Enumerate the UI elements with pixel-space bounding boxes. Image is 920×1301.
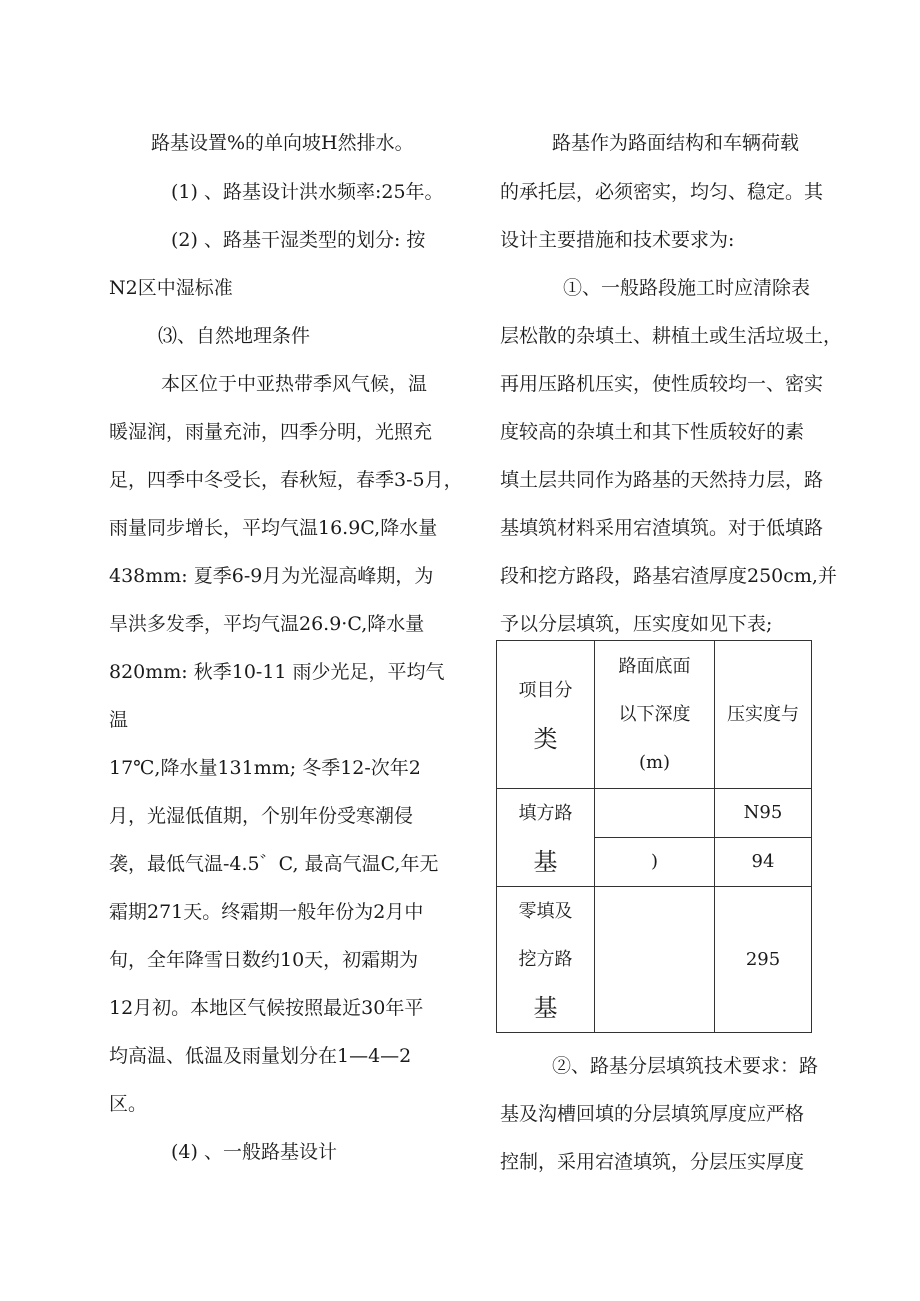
text-line: (4) 、一般路基设计 [171,1141,337,1163]
text-line: 雨量同步增长，平均气温16.9C,降水量 [109,517,438,539]
text-line: 基填筑材料采用宕渣填筑。对于低填路 [500,517,824,539]
text-line: 的承托层，必须密实，均匀、稳定。其 [500,181,824,203]
text-line: N2区中湿标准 [109,277,233,299]
text-line: 控制，采用宕渣填筑，分层压实厚度 [500,1151,805,1173]
fill-value-cell: 94 [715,838,812,887]
text-line: 袭，最低气温-4.5゛C, 最高气温C,年无 [109,853,439,875]
fill-subgrade-label: 填方路 基 [497,789,595,887]
text-line: 区。 [109,1093,148,1115]
table-row [497,789,812,838]
text-line: ⑶、自然地理条件 [158,325,311,347]
text-line: 予以分层填筑，压实度如见下表; [500,613,773,635]
text-line: 均高温、低温及雨量划分在1—4—2 [109,1045,412,1067]
cut-value-cell: 295 [715,887,812,1033]
text-line: 路基作为路面结构和车辆荷载 [552,132,800,154]
text-line: 旱洪多发季，平均气温26.9·C,降水量 [109,613,425,635]
fill-depth-cell: ) [595,838,715,887]
cut-depth-cell [595,887,715,1033]
text-line: 层松散的杂填土、耕植土或生活垃圾土， [500,325,843,347]
text-line: 段和挖方路段，路基宕渣厚度250cm,并 [500,565,837,587]
text-line: ①、一般路段施工时应清除表 [563,277,811,299]
header-depth: 路面底面 以下深度 (m) [595,641,715,789]
table-row [497,887,812,1033]
text-line: 438mm: 夏季6-9月为光湿高峰期，为 [109,565,434,587]
text-line: 本区位于中亚热带季风气候，温 [161,373,428,395]
text-line: 月，光湿低值期，个别年份受寒潮侵 [109,805,414,827]
text-line: 基及沟槽回填的分层填筑厚度应严格 [500,1103,805,1125]
header-category: 项目分 类 [497,641,595,789]
cut-subgrade-label: 零填及 挖方路 基 [497,887,595,1033]
header-compaction: 压实度与 [715,641,812,789]
text-line: 12月初。本地区气候按照最近30年平 [109,997,424,1019]
text-line: (1) 、路基设计洪水频率:25年。 [171,181,444,203]
text-line: 霜期271天。终霜期一般年份为2月中 [109,901,424,923]
text-line: 再用压路机压实，使性质较均一、密实 [500,373,824,395]
fill-depth-cell [595,789,715,838]
text-line: 温 [109,709,129,731]
text-line: 暖湿润，雨量充沛，四季分明，光照充 [109,421,433,443]
text-line: 旬，全年降雪日数约10天，初霜期为 [109,949,419,971]
compaction-table [496,640,812,1033]
table-header-row [497,641,812,789]
text-line: 足，四季中冬受长，春秋短，春季3-5月， [109,469,463,491]
text-line: 路基设置%的单向坡H然排水。 [151,132,414,154]
text-line: 度较高的杂填土和其下性质较好的素 [500,421,805,443]
text-line: 820mm: 秋季10-11 雨少光足，平均气 [109,661,445,683]
text-line: 17℃,降水量131mm; 冬季12-次年2 [109,757,421,779]
text-line: ②、路基分层填筑技术要求：路 [552,1055,819,1077]
text-line: 设计主要措施和技术要求为: [500,229,735,251]
text-line: 填土层共同作为路基的天然持力层，路 [500,469,824,491]
text-line: (2) 、路基干湿类型的划分: 按 [171,229,426,251]
fill-value-cell: N95 [715,789,812,838]
